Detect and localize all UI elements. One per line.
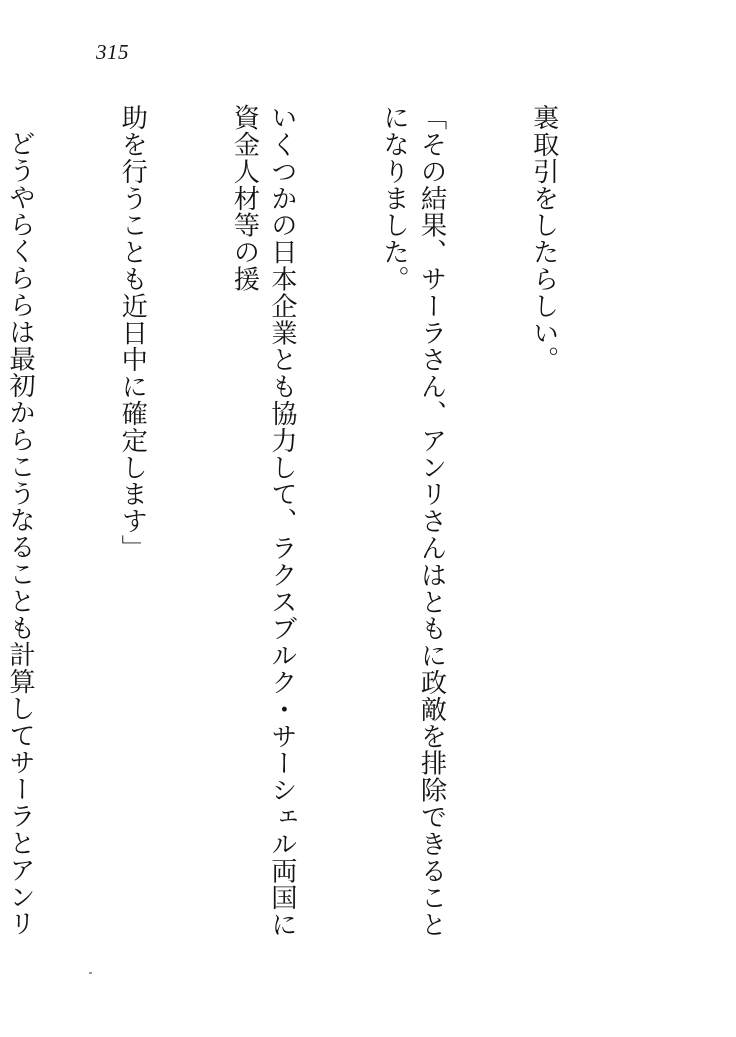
novel-text-body xyxy=(0,104,636,964)
text-line: どうやらくららは最初からこうなることも計算してサーラとアンリ xyxy=(4,130,35,938)
text-line: 助を行うことも近日中に確定します」 xyxy=(116,104,147,562)
text-line: 裏取引をしたらしい。 xyxy=(528,104,559,373)
text-line: 「その結果、サーラさん、アンリさんはともに政敵を排除できることになりました。 xyxy=(378,104,446,938)
scan-speck xyxy=(89,972,92,974)
text-line: いくつかの日本企業とも協力して、ラクスブルク・サーシェル両国に資金人材等の援 xyxy=(228,104,297,938)
page-number: 315 xyxy=(96,40,129,64)
